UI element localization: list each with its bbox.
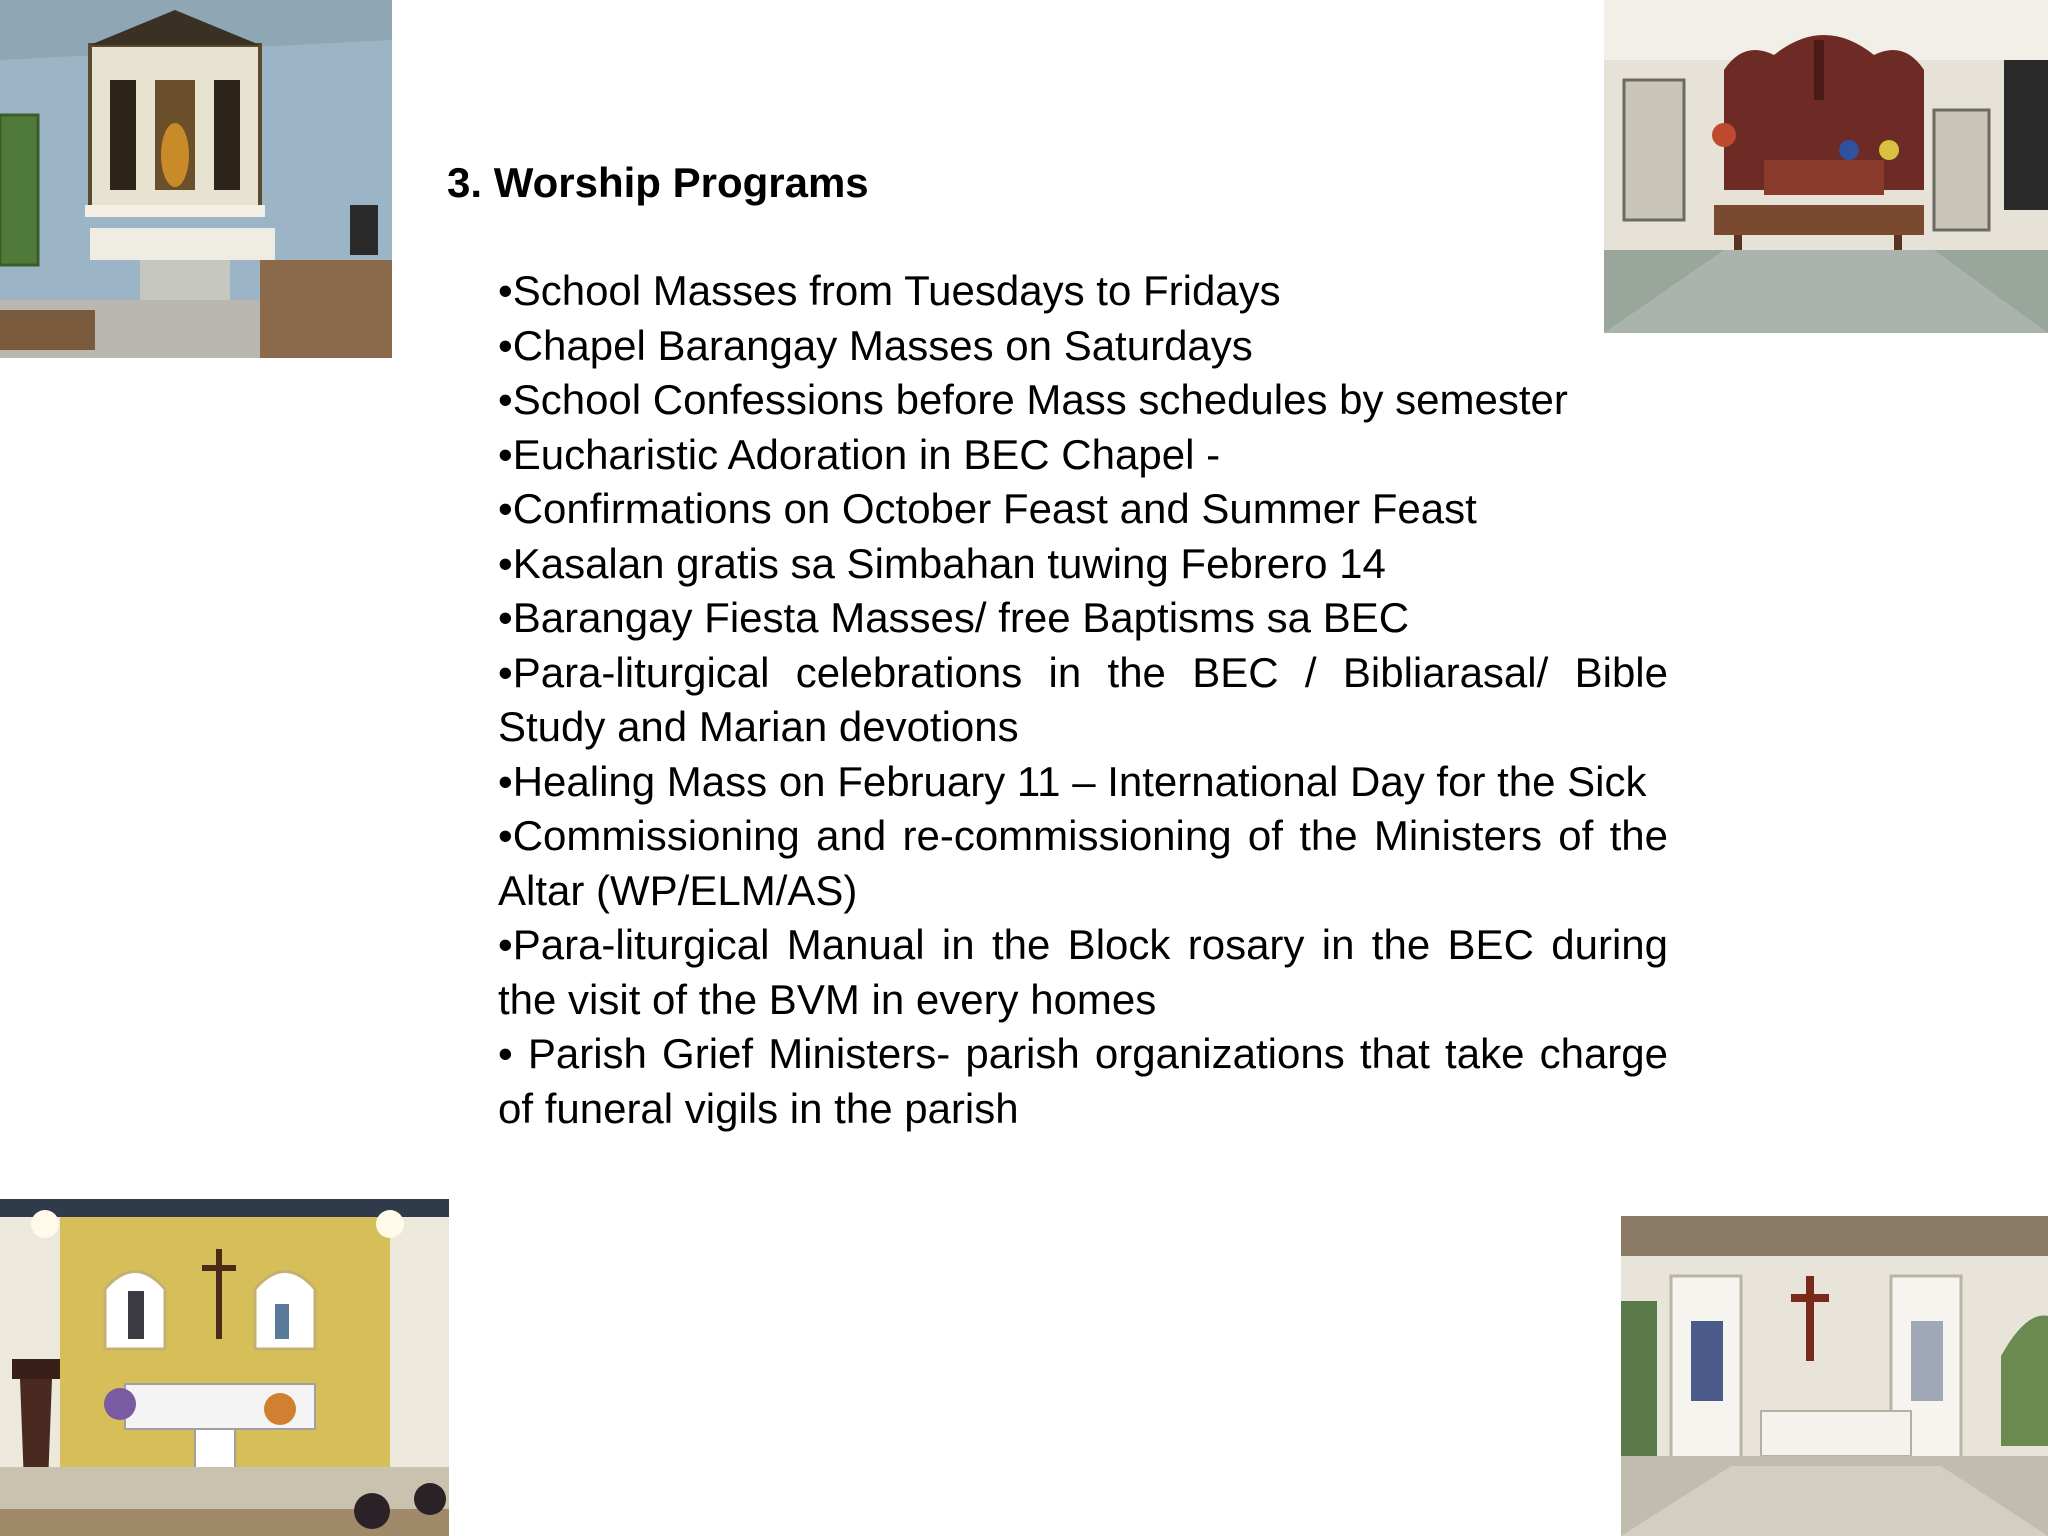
chapel-altar-photo-top-right xyxy=(1604,0,2048,333)
list-item: •Chapel Barangay Masses on Saturdays xyxy=(498,321,1253,369)
list-item: •Barangay Fiesta Masses/ free Baptisms sa BEC xyxy=(498,594,1410,641)
chapel-altar-photo-bottom-right xyxy=(1621,1216,2048,1536)
chapel-altar-image xyxy=(1604,0,2048,333)
list-item: •School Masses from Tuesdays to Fridays xyxy=(498,267,1281,314)
slide-title: 3. Worship Programs xyxy=(447,159,869,206)
chapel-altar-photo-top-left xyxy=(0,0,392,358)
list-item: •School Confessions before Mass schedules by semester xyxy=(498,376,1568,423)
list-item: •Para-liturgical celebrations in the BEC / Bibliarasal/ Bible Study and Marian devotions xyxy=(498,648,1668,750)
list-item: •Commissioning and re-commissioning of the Ministers of the Altar (WP/ELM/AS) xyxy=(498,812,1668,914)
list-item: • Parish Grief Ministers- parish organizations that take charge of funeral vigils in the parish xyxy=(498,1030,1668,1132)
chapel-altar-image xyxy=(1621,1216,2048,1536)
worship-programs-list xyxy=(498,264,1668,1136)
list-item: •Eucharistic Adoration in BEC Chapel - xyxy=(498,430,1221,478)
list-item: •Confirmations on October Feast and Summer Feast xyxy=(498,485,1477,532)
list-item: •Para-liturgical Manual in the Block rosary in the BEC during the visit of the BVM in every homes xyxy=(498,921,1668,1023)
chapel-altar-photo-bottom-left xyxy=(0,1199,449,1536)
chapel-altar-image xyxy=(0,1199,449,1536)
list-item: •Healing Mass on February 11 – International Day for the Sick xyxy=(498,757,1647,805)
list-item: •Kasalan gratis sa Simbahan tuwing Febrero 14 xyxy=(498,539,1386,587)
chapel-altar-image xyxy=(0,0,392,358)
